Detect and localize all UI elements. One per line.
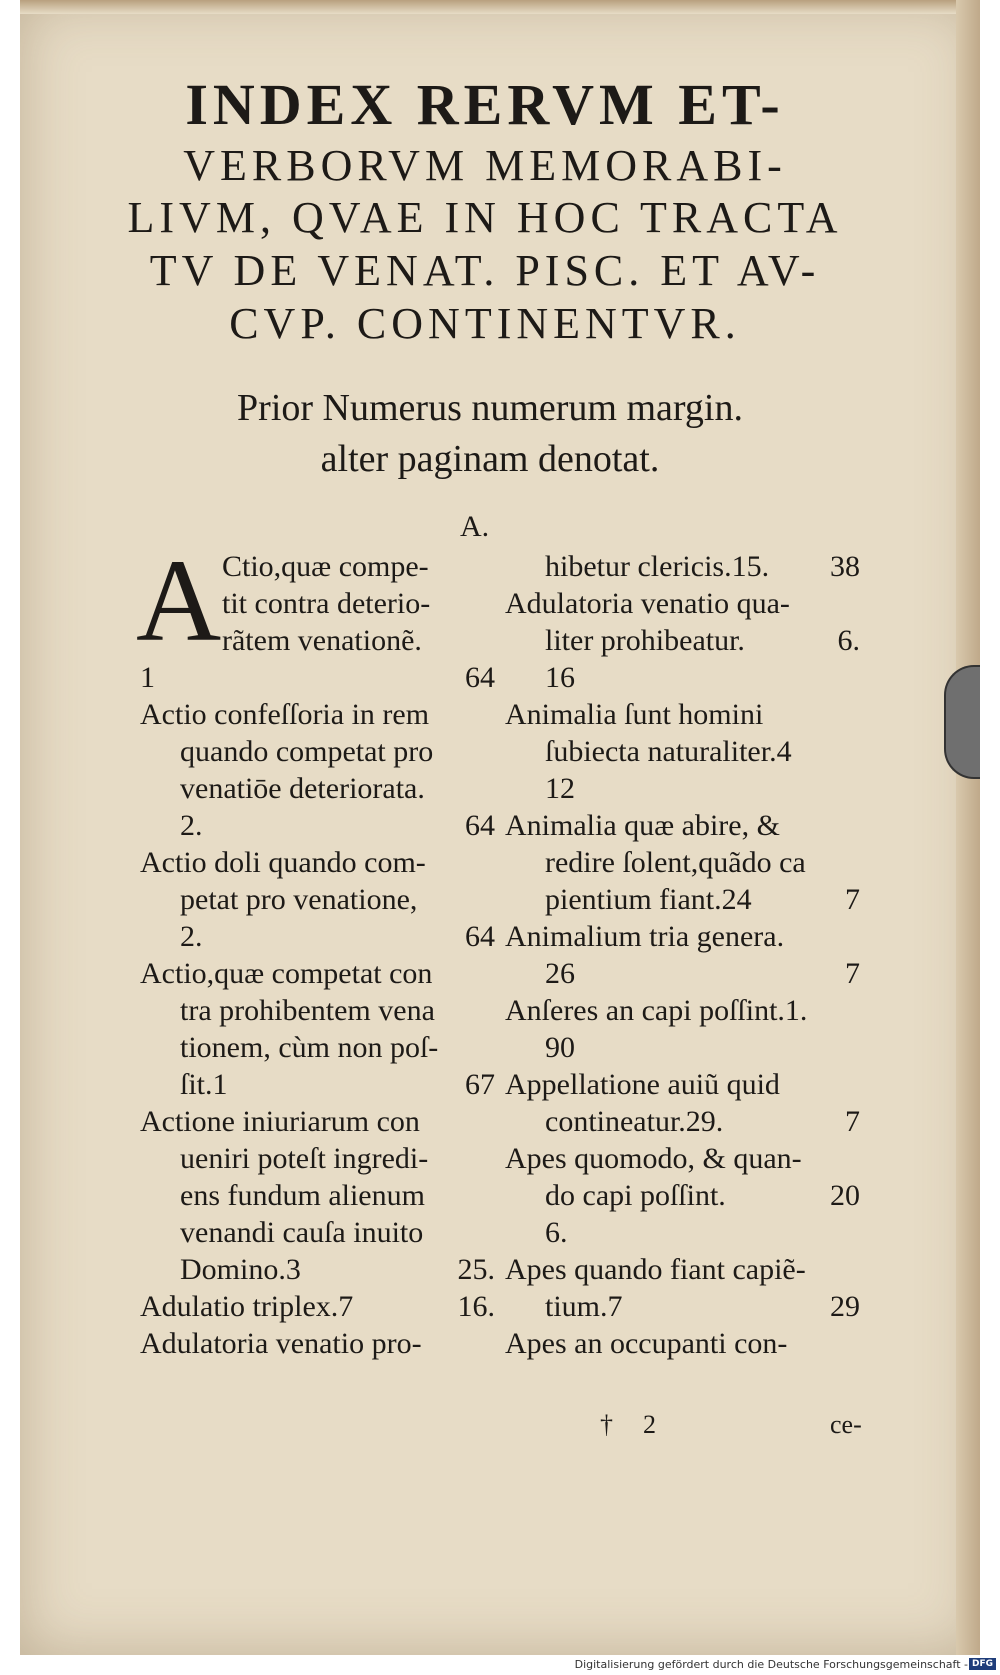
- title-line-1: INDEX RERVM ET-: [185, 72, 785, 137]
- page-number: 7: [845, 883, 860, 916]
- entry-text: Adulatoria venatio pro-: [140, 1327, 422, 1360]
- page-number: 67: [465, 1068, 495, 1101]
- entry-text: rãtem venationẽ.: [222, 624, 422, 657]
- entry-text: Appellatione auiũ quid: [505, 1068, 780, 1101]
- entry-text: quando competat pro: [180, 735, 434, 768]
- dfg-logo: DFG: [969, 1658, 996, 1670]
- entry-text: Animalia ſunt homini: [505, 698, 764, 731]
- index-line: [505, 1029, 860, 1066]
- entry-number: 12: [545, 772, 575, 805]
- page-number: 16.: [457, 1290, 495, 1323]
- page-number: 64: [465, 809, 495, 842]
- index-line: [505, 844, 860, 881]
- index-line: [505, 548, 860, 585]
- index-line: [140, 733, 495, 770]
- subtitle-line-1: Prior Numerus numerum margin.: [237, 387, 743, 429]
- dfg-footer-bar: [0, 1655, 1000, 1675]
- index-line: [505, 1140, 860, 1177]
- entry-text: venatiōe deteriorata.: [180, 772, 425, 805]
- page-number: 25.: [457, 1253, 495, 1286]
- section-letter: A.: [460, 510, 490, 543]
- entry-text: liter prohibeatur.: [545, 624, 745, 657]
- index-line: [505, 1103, 860, 1140]
- entry-number: 1: [140, 661, 155, 694]
- index-line: [140, 1066, 495, 1103]
- subtitle-line-2: alter paginam denotat.: [320, 438, 660, 481]
- index-line: [140, 770, 495, 807]
- entry-text: Domino.3: [180, 1253, 301, 1286]
- index-line: [505, 1177, 860, 1214]
- signature-number: 2: [643, 1410, 656, 1439]
- signature-symbol: †: [600, 1410, 613, 1439]
- index-column-left: [136, 535, 495, 1362]
- index-line: [140, 1288, 495, 1325]
- entry-text: contineatur.29.: [545, 1105, 724, 1138]
- index-line: [505, 918, 860, 955]
- page-number: 64: [465, 661, 495, 694]
- index-line: [140, 992, 495, 1029]
- index-line: [505, 622, 860, 659]
- catchword: ce-: [830, 1410, 862, 1439]
- entry-text: tra prohibentem vena: [180, 994, 435, 1027]
- index-line: [505, 696, 860, 733]
- entry-text: Apes an occupanti con-: [505, 1327, 788, 1360]
- index-line: [505, 992, 860, 1029]
- entry-text: Adulatio triplex.7: [140, 1290, 354, 1323]
- title-line-3: LIVM, QVAE IN HOC TRACTA: [127, 193, 843, 243]
- index-line: [505, 1325, 860, 1362]
- index-line: [140, 1325, 495, 1362]
- entry-text: Animalium tria genera.: [505, 920, 785, 953]
- entry-number: 2.: [180, 809, 203, 842]
- title-line-5: CVP. CONTINENTVR.: [229, 298, 741, 348]
- index-line: [505, 733, 860, 770]
- entry-text: Actio confeſſoria in rem: [140, 698, 430, 731]
- entry-text: hibetur clericis.15.: [545, 550, 770, 583]
- index-title: [100, 70, 870, 351]
- entry-text: tit contra deterio-: [222, 587, 431, 620]
- title-line-4: TV DE VENAT. PISC. ET AV-: [149, 246, 821, 296]
- entry-text: Actione iniuriarum con: [140, 1105, 420, 1138]
- entry-text: pientium fiant.24: [545, 883, 752, 916]
- entry-text: ſit.1: [180, 1068, 228, 1101]
- index-line: [140, 1251, 495, 1288]
- entry-text: ens fundum alienum: [180, 1179, 425, 1212]
- index-line: [140, 622, 495, 659]
- index-line: [505, 770, 860, 807]
- entry-number: 90: [545, 1031, 575, 1064]
- page-right-edge: [956, 0, 980, 1655]
- index-line: [505, 1214, 860, 1251]
- index-line: [505, 1288, 860, 1325]
- index-line: [140, 1140, 495, 1177]
- index-line: [505, 1066, 860, 1103]
- page-number: 29: [830, 1290, 860, 1323]
- index-line: [140, 659, 495, 696]
- index-line: [140, 1103, 495, 1140]
- page-number: 20: [830, 1179, 860, 1212]
- entry-text: Actio,quæ competat con: [140, 957, 433, 990]
- index-subtitle: [140, 383, 840, 486]
- entry-number: 2.: [180, 920, 203, 953]
- index-line: [140, 548, 495, 585]
- entry-text: redire ſolent,quãdo ca: [545, 846, 806, 879]
- page-number: 64: [465, 920, 495, 953]
- index-line: [140, 807, 495, 844]
- page-number: 38: [830, 550, 860, 583]
- entry-text: Adulatoria venatio qua-: [505, 587, 790, 620]
- page-number: 7: [845, 1105, 860, 1138]
- entry-text: petat pro venatione,: [180, 883, 418, 916]
- index-line: [140, 696, 495, 733]
- entry-number: 16: [545, 661, 575, 694]
- title-line-2: VERBORVM MEMORABI-: [183, 140, 787, 190]
- entry-text: Actio doli quando com-: [140, 846, 426, 879]
- entry-text: tium.7: [545, 1290, 623, 1323]
- book-page: [20, 0, 980, 1655]
- entry-text: venandi cauſa inuito: [180, 1216, 424, 1249]
- entry-text: tionem, cùm non poſ-: [180, 1031, 439, 1064]
- index-line: [505, 955, 860, 992]
- index-line: [140, 1029, 495, 1066]
- entry-text: Apes quomodo, & quan-: [505, 1142, 802, 1175]
- index-line: [505, 807, 860, 844]
- entry-number: 26: [545, 957, 575, 990]
- index-line: [140, 918, 495, 955]
- dfg-notice: Digitalisierung gefördert durch die Deutsche Forschungsgemeinschaft -: [574, 1658, 968, 1671]
- drop-cap: A: [136, 535, 222, 666]
- entry-text: ſubiecta naturaliter.4: [545, 735, 792, 768]
- index-line: [140, 1214, 495, 1251]
- entry-text: Ctio,quæ compe-: [222, 550, 429, 583]
- index-column-right: [505, 548, 860, 1362]
- page-number: 6.: [837, 624, 860, 657]
- index-line: [505, 881, 860, 918]
- index-line: [505, 585, 860, 622]
- index-line: [140, 1177, 495, 1214]
- entry-text: Apes quando fiant capiẽ-: [505, 1253, 806, 1286]
- index-line: [140, 844, 495, 881]
- index-line: [140, 585, 495, 622]
- entry-text: Anſeres an capi poſſint.1.: [505, 994, 808, 1027]
- page-tab-marker: [944, 665, 980, 779]
- signature-mark: [600, 1410, 686, 1440]
- page-number: 7: [845, 957, 860, 990]
- entry-text: do capi poſſint.: [545, 1179, 726, 1212]
- entry-number: 6.: [545, 1216, 568, 1249]
- entry-text: ueniri poteſt ingredi-: [180, 1142, 429, 1175]
- index-line: [505, 659, 860, 696]
- index-line: [140, 881, 495, 918]
- index-line: [505, 1251, 860, 1288]
- page-top-edge: [20, 0, 980, 14]
- entry-text: Animalia quæ abire, &: [505, 809, 780, 842]
- index-line: [140, 955, 495, 992]
